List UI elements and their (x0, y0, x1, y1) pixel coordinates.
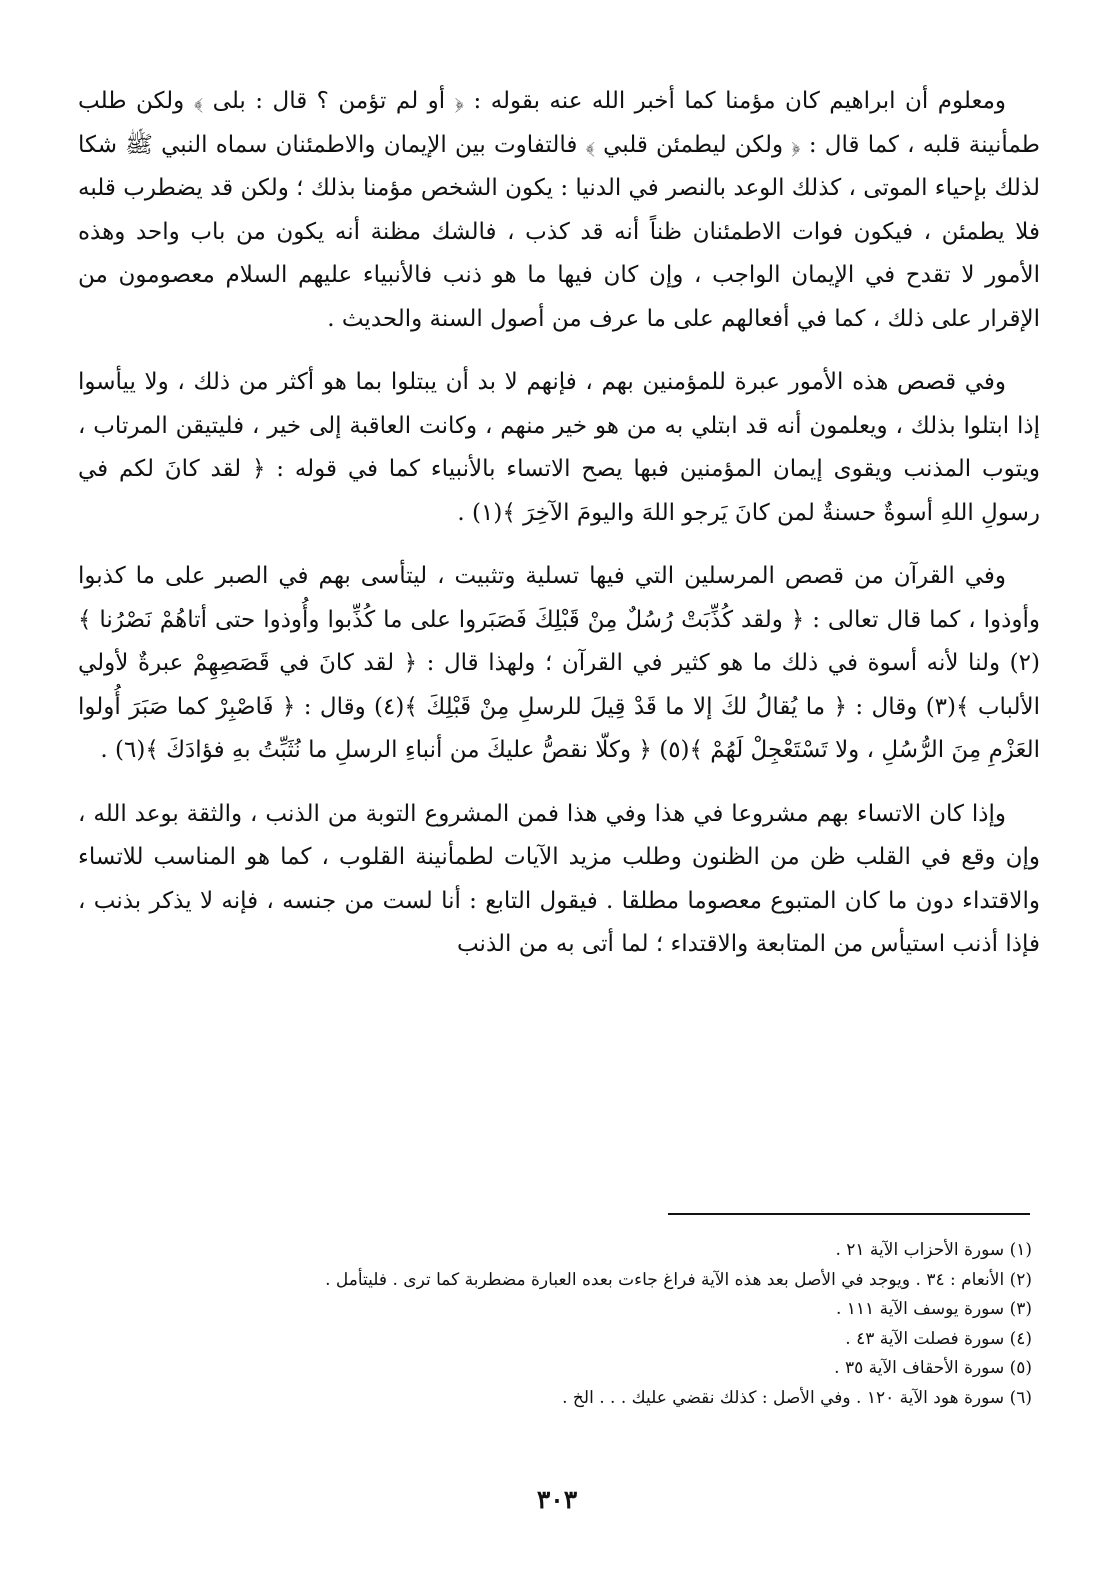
footnote-3: (٣) سورة يوسف الآية ١١١ . (835, 1299, 1032, 1319)
paragraph-3: وفي القرآن من قصص المرسلين التي فيها تسلية وتثبيت ، ليتأسى بهم في الصبر على ما كذبوا وأوذوا ، كما قال تعالى : ﴿ ولقد كُذِّبَتْ رُسُلٌ مِنْ قَبْلِكَ فَصَبَروا على ما كُذِّبوا وأُوذوا حتى أتاهُمْ نَصْرُنا ﴾(٢) ولنا لأنه أسوة في ذلك ما هو كثير في القرآن ؛ ولهذا قال : ﴿ لقد كانَ في قَصَصِهِمْ عبرةٌ لأولي الألباب ﴾(٣) وقال : ﴿ ما يُقالُ لكَ إلا ما قَدْ قِيلَ للرسلِ مِنْ قَبْلِكَ ﴾(٤) وقال : ﴿ فَاصْبِرْ كما صَبَرَ أُولوا العَزْمِ مِنَ الرُّسُلِ ، ولا تَسْتَعْجِلْ لَهُمْ ﴾(٥) ﴿ وكلّا نقصُّ عليكَ من أنباءِ الرسلِ ما نُثَبِّتُ بهِ فؤادَكَ ﴾(٦) . (78, 563, 1040, 763)
footnote-2: (٢) الأنعام : ٣٤ . ويوجد في الأصل بعد هذه الآية فراغ جاءت بعده العبارة مضطربة كما ترى . فليتأمل . (325, 1269, 1032, 1290)
paragraph-2: وفي قصص هذه الأمور عبرة للمؤمنين بهم ، فإنهم لا بد أن يبتلوا بما هو أكثر من ذلك ، ولا ييأسوا إذا ابتلوا بذلك ، ويعلمون أنه قد ابتلي به من هو خير منهم ، وكانت العاقبة إلى خير ، فليتيقن المرتاب ، ويتوب المذنب ويقوى إيمان المؤمنين فبها يصح الاتساء بالأنبياء كما في قوله : ﴿ لقد كانَ لكم في رسولِ اللهِ أسوةٌ حسنةٌ لمن كانَ يَرجو اللهَ واليومَ الآخِرَ ﴾(١) . (78, 369, 1040, 526)
footnote-6: (٦) سورة هود الآية ١٢٠ . وفي الأصل : كذلك نقضي عليك . . . الخ . (562, 1387, 1032, 1408)
page-number: ٣٠٣ (536, 1485, 578, 1514)
footnote-4: (٤) سورة فصلت الآية ٤٣ . (845, 1328, 1032, 1349)
footnote-1: (١) سورة الأحزاب الآية ٢١ . (835, 1240, 1032, 1260)
footnote-divider (668, 1213, 1030, 1215)
footnotes-list (100, 1236, 1032, 1413)
footnote-5: (٥) سورة الأحقاف الآية ٣٥ . (834, 1358, 1032, 1378)
main-text (78, 80, 1040, 967)
paragraph-4: وإذا كان الاتساء بهم مشروعا في هذا وفي هذا فمن المشروع التوبة من الذنب ، والثقة بوعد الله ، وإن وقع في القلب ظن من الظنون وطلب مزيد الآيات لطمأنينة القلوب ، كما هو المناسب للاتساء والاقتداء دون ما كان المتبوع معصوما مطلقا . فيقول التابع : أنا لست من جنسه ، فإنه لا يذكر بذنب ، فإذا أذنب استيأس من المتابعة والاقتداء ؛ لما أتى به من الذنب (78, 800, 1040, 957)
paragraph-1: ومعلوم أن ابراهيم كان مؤمنا كما أخبر الله عنه بقوله : ﴿ أو لم تؤمن ؟ قال : بلى ﴾ ولكن طلب طمأنينة قلبه ، كما قال : ﴿ ولكن ليطمئن قلبي ﴾ فالتفاوت بين الإيمان والاطمئنان سماه النبي ﷺ شكا لذلك بإحياء الموتى ، كذلك الوعد بالنصر في الدنيا : يكون الشخص مؤمنا بذلك ؛ ولكن قد يضطرب قلبه فلا يطمئن ، فيكون فوات الاطمئنان ظناً أنه قد كذب ، فالشك مظنة أنه يكون من باب واحد وهذه الأمور لا تقدح في الإيمان الواجب ، وإن كان فيها ما هو ذنب فالأنبياء عليهم السلام معصومون من الإقرار على ذلك ، كما في أفعالهم على ما عرف من أصول السنة والحديث . (78, 88, 1040, 332)
